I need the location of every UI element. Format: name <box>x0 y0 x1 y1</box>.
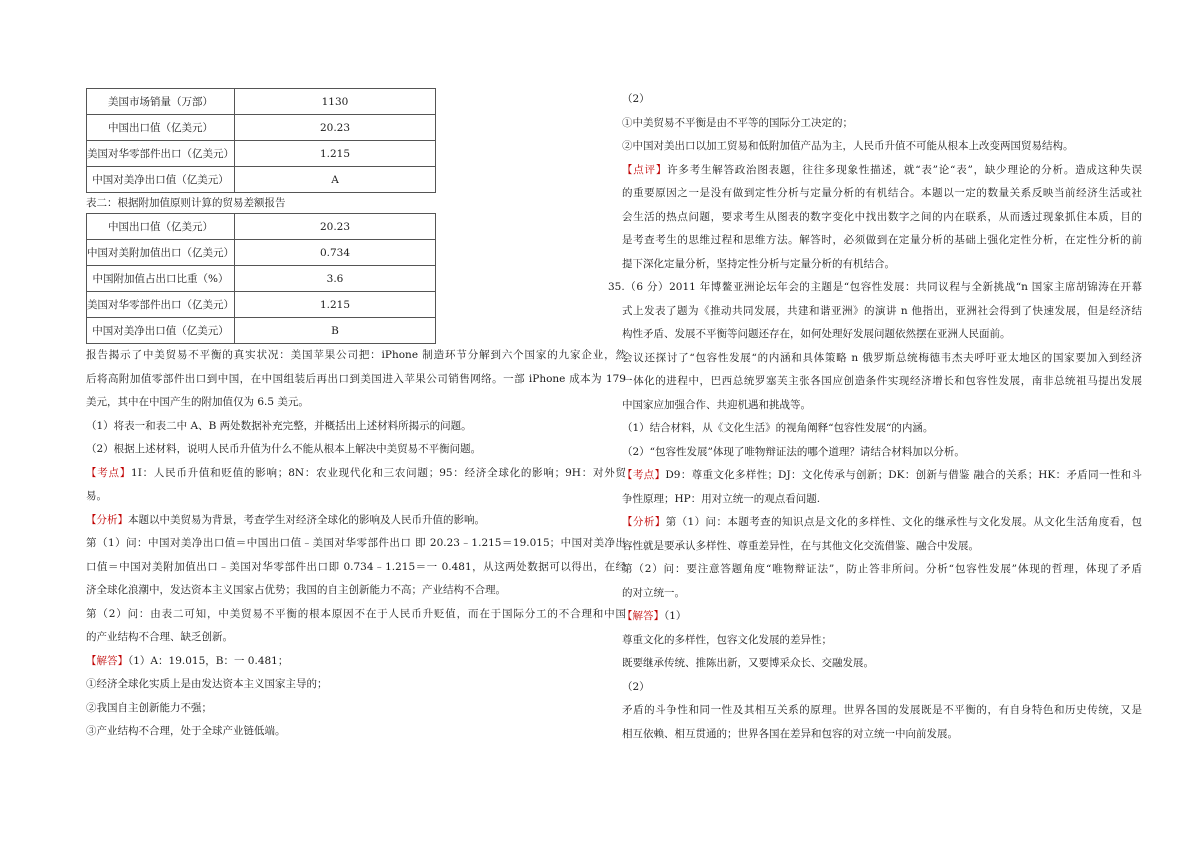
text-line <box>622 676 1142 700</box>
table-two-caption: 表二：根据附加值原则计算的贸易差额报告 <box>86 197 286 209</box>
text-line <box>622 135 1142 159</box>
section-label: 【解答】 <box>622 610 664 622</box>
text-line <box>86 462 626 486</box>
row-label: 中国出口值（亿美元） <box>87 115 235 141</box>
line-text: 是考查考生的思维过程和思维方法。解答时，必须做到在定量分析的基础上强化定性分析，在定性分析的前 <box>622 234 1142 246</box>
row-label: 中国对美净出口值（亿美元） <box>87 318 235 344</box>
line-text: ①经济全球化实质上是由发达资本主义国家主导的； <box>86 678 328 690</box>
text-line <box>86 344 626 368</box>
line-text: （1） <box>664 610 687 622</box>
text-line <box>608 276 1142 300</box>
text-line <box>86 603 626 627</box>
row-label: 美国对华零部件出口（亿美元） <box>87 141 235 167</box>
text-line <box>622 323 1142 347</box>
text-line <box>622 88 1142 112</box>
table-row <box>87 141 436 167</box>
section-label: 【点评】 <box>622 163 668 176</box>
line-text: 第（2）问：要注意答题角度“唯物辩证法”，防止答非所问。分析“包容性发展”体现的哲理，体现了矛盾 <box>622 563 1142 575</box>
text-line <box>86 485 626 509</box>
row-value: A <box>235 167 436 193</box>
row-value: 20.23 <box>235 115 436 141</box>
text-line <box>86 697 626 721</box>
text-line <box>622 605 1142 629</box>
text-line <box>86 415 626 439</box>
line-text: 1I：人民币升值和贬值的影响；8N：农业现代化和三农问题；95：经济全球化的影响；9H：对外贸 <box>131 466 627 479</box>
line-text: 会议还探讨了“包容性发展“的内涵和具体策略 n 俄罗斯总统梅德韦杰夫呼吁亚太地区的国家要加入到经济 <box>622 351 1142 364</box>
table-row <box>87 266 436 292</box>
line-text: 第（1）问：中国对美净出口值＝中国出口值﹣美国对华零部件出口 即 20.23﹣1.215＝19.015；中国对美净出 <box>86 537 626 549</box>
row-label: 中国出口值（亿美元） <box>87 214 235 240</box>
text-line <box>86 532 626 556</box>
line-text: 尊重文化的多样性，包容文化发展的差异性； <box>622 633 832 646</box>
row-value: 20.23 <box>235 214 436 240</box>
line-text: 后将高附加值零部件出口到中国，在中国组装后再出口到美国进入苹果公司销售网络。一部 iPhone 成本为 179 <box>86 372 626 385</box>
text-line <box>86 579 626 603</box>
table-row <box>87 167 436 193</box>
line-text: 第（2）问：由表二可知，中美贸易不平衡的根本原因不在于人民币升贬值，而在于国际分工的不合理和中国 <box>86 607 626 620</box>
row-label: 美国对华零部件出口（亿美元） <box>87 292 235 318</box>
text-line <box>622 300 1142 324</box>
line-text: 的对立统一。 <box>622 586 685 599</box>
line-text: 口值＝中国对美附加值出口﹣美国对华零部件出口即 0.734﹣1.215＝一 0.481，从这两处数据可以得出，在经 <box>86 560 626 573</box>
left-column <box>86 88 626 744</box>
line-text: 报告揭示了中美贸易不平衡的真实状况：美国苹果公司把：iPhone 制造环节分解到六个国家的九家企业，然 <box>86 349 626 361</box>
text-line <box>622 535 1142 559</box>
line-text: 本题以中美贸易为背景，考查学生对经济全球化的影响及人民币升值的影响。 <box>128 513 485 526</box>
section-label: 【分析】 <box>622 516 666 528</box>
section-label: 【考点】 <box>86 466 132 479</box>
line-text: （2）“包容性发展”体现了唯物辩证法的哪个道理？请结合材料加以分析。 <box>622 445 965 458</box>
text-line <box>622 723 1142 747</box>
line-text: 会生活的热点问题，要求考生从图表的数字变化中找出数字之间的内在联系，从而透过现象抓住本质，目的 <box>622 210 1142 223</box>
table-row <box>87 240 436 266</box>
text-line <box>86 720 626 744</box>
text-line <box>86 556 626 580</box>
line-text: 35.（6 分）2011 年博鳌亚洲论坛年会的主题是“包容性发展：共同议程与全新挑战“n 国家主席胡锦涛在开幕 <box>608 281 1142 293</box>
line-text: （1）将表一和表二中 A、B 两处数据补充完整，并概括出上述材料所揭示的问题。 <box>86 419 472 432</box>
text-line <box>622 582 1142 606</box>
text-line <box>622 464 1142 488</box>
table-one <box>86 88 436 193</box>
text-line <box>622 652 1142 676</box>
row-label: 中国对美附加值出口（亿美元） <box>87 240 235 266</box>
text-line <box>86 391 626 415</box>
text-line <box>86 673 626 697</box>
section-label: 【解答】 <box>86 654 128 667</box>
line-text: 争性原理；HP：用对立统一的观点看问题. <box>622 492 821 505</box>
text-line <box>622 511 1142 535</box>
line-text: 中国家应加强合作、共迎机遇和挑战等。 <box>622 398 811 411</box>
line-text: 一体化的进程中，巴西总统罗塞芙主张各国应创造条件实现经济增长和包容性发展，南非总统祖马提出发展 <box>622 375 1142 387</box>
text-line <box>622 229 1142 253</box>
line-text: 美元，其中在中国产生的附加值仅为 6.5 美元。 <box>86 396 309 408</box>
line-text: 易。 <box>86 490 107 502</box>
line-text: 相互依赖、相互贯通的；世界各国在差异和包容的对立统一中向前发展。 <box>622 727 958 740</box>
text-line <box>622 112 1142 136</box>
left-text-block <box>86 344 626 744</box>
text-line <box>622 699 1142 723</box>
table-two <box>86 213 436 344</box>
text-line <box>622 417 1142 441</box>
text-line <box>622 347 1142 371</box>
section-label: 【考点】 <box>622 469 666 481</box>
line-text: 构性矛盾、发展不平衡等问题还存在，如何处理好发展问题依然摆在亚洲人民面前。 <box>622 328 1011 340</box>
line-text: D9：尊重文化多样性；DJ：文化传承与创新；DK：创新与借鉴 融合的关系；HK：矛盾同一性和斗 <box>665 469 1143 481</box>
text-line <box>622 253 1142 277</box>
line-text: 矛盾的斗争性和同一性及其相互关系的原理。世界各国的发展既是不平衡的，有自身特色和历史传统，又是 <box>622 704 1142 716</box>
text-line <box>86 438 626 462</box>
row-value: 1130 <box>235 89 436 115</box>
text-line <box>622 206 1142 230</box>
line-text: （2） <box>622 680 650 693</box>
text-line <box>622 558 1142 582</box>
line-text: 第（1）问：本题考查的知识点是文化的多样性、文化的继承性与文化发展。从文化生活角度看，包 <box>665 516 1142 528</box>
right-column <box>608 88 1143 746</box>
row-label: 中国对美净出口值（亿美元） <box>87 167 235 193</box>
row-value: 1.215 <box>235 292 436 318</box>
text-line <box>622 394 1142 418</box>
table-row <box>87 214 436 240</box>
row-value: B <box>235 318 436 344</box>
line-text: （2）根据上述材料，说明人民币升值为什么不能从根本上解决中美贸易不平衡问题。 <box>86 443 482 455</box>
line-text: ②中国对美出口以加工贸易和低附加值产品为主，人民币升值不可能从根本上改变两国贸易结构。 <box>622 140 1074 152</box>
section-label: 【分析】 <box>86 513 128 526</box>
line-text: （1）结合材料，从《文化生活》的视角阐释“包容性发展“的内涵。 <box>622 422 934 434</box>
text-line <box>86 509 626 533</box>
line-text: ①中美贸易不平衡是由不平等的国际分工决定的； <box>622 116 853 129</box>
text-line <box>622 629 1142 653</box>
line-text: 的重要原因之一是没有做到定性分析与定量分析的有机结合。本题以一定的数量关系反映当前经济生活或社 <box>622 187 1142 199</box>
table-row <box>87 292 436 318</box>
line-text: 既要继承传统、推陈出新，又要博采众长、交融发展。 <box>622 657 874 669</box>
line-text: 容性就是要承认多样性、尊重差异性，在与其他文化交流借鉴、融合中发展。 <box>622 539 979 552</box>
text-line <box>86 626 626 650</box>
table-row <box>87 318 436 344</box>
line-text: （1）A：19.015，B：一 0.481； <box>128 654 289 667</box>
line-text: ③产业结构不合理，处于全球产业链低端。 <box>86 725 286 737</box>
text-line <box>622 182 1142 206</box>
row-value: 1.215 <box>235 141 436 167</box>
text-line <box>622 488 1142 512</box>
line-text: 许多考生解答政治图表题，往往多现象性描述，就“表”论“表”，缺少理论的分析。造成这种失误 <box>667 163 1142 176</box>
text-line <box>86 368 626 392</box>
line-text: 的产业结构不合理、缺乏创新。 <box>86 631 233 643</box>
line-text: 提下深化定量分析，坚持定性分析与定量分析的有机结合。 <box>622 257 895 270</box>
line-text: （2） <box>622 93 650 105</box>
row-label: 中国附加值占出口比重（%） <box>87 266 235 292</box>
table-row <box>87 89 436 115</box>
table-row <box>87 115 436 141</box>
text-line <box>622 159 1142 183</box>
row-value: 0.734 <box>235 240 436 266</box>
line-text: 式上发表了题为《推动共同发展，共建和谐亚洲》的演讲 n 他指出，亚洲社会得到了快速发展，但是经济结 <box>622 304 1142 317</box>
text-line <box>622 370 1142 394</box>
text-line <box>86 650 626 674</box>
text-line <box>622 441 1142 465</box>
row-value: 3.6 <box>235 266 436 292</box>
right-text-block <box>608 88 1143 746</box>
line-text: 济全球化浪潮中，发达资本主义国家占优势；我国的自主创新能力不高；产业结构不合理。 <box>86 584 506 596</box>
line-text: ②我国自主创新能力不强； <box>86 701 212 714</box>
row-label: 美国市场销量（万部） <box>87 89 235 115</box>
